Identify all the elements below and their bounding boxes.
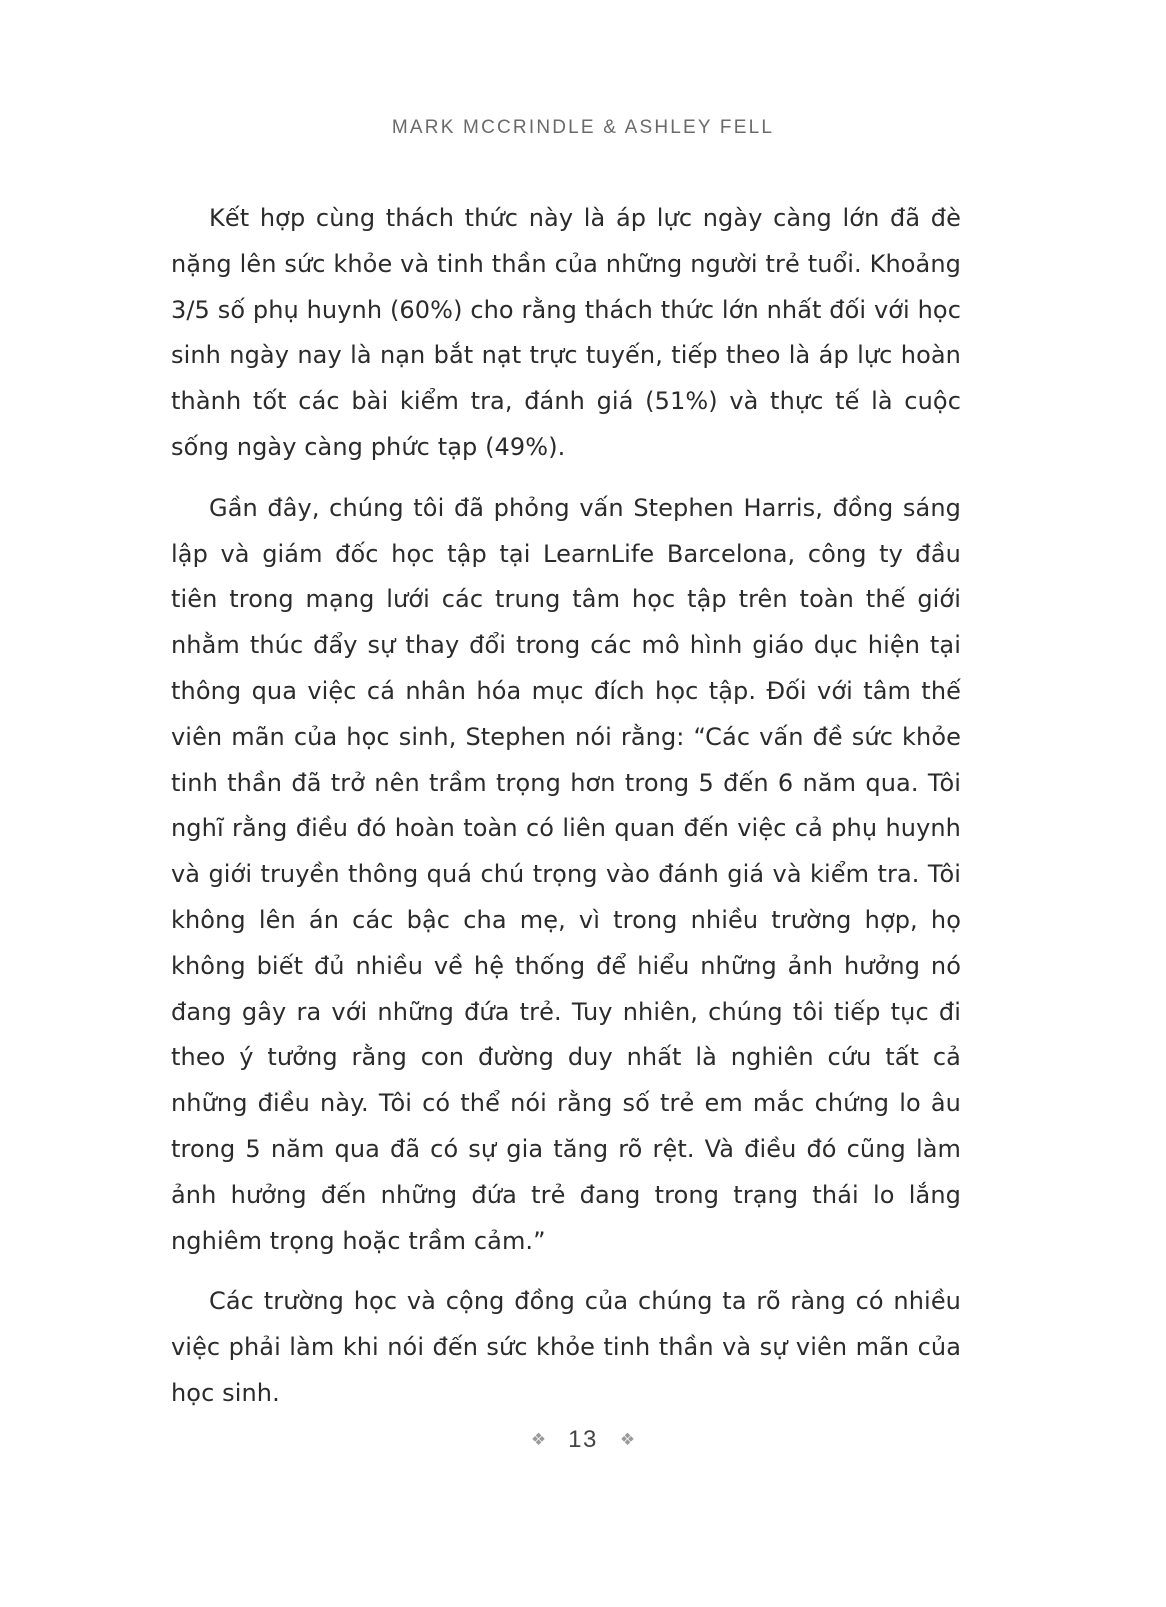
diamond-ornament-icon: ❖ <box>530 1429 547 1450</box>
paragraph: Kết hợp cùng thách thức này là áp lực ngày càng lớn đã đè nặng lên sức khỏe và tinh thần của những người trẻ tuổi. Khoảng 3/5 số phụ huynh (60%) cho rằng thách thức lớn nhất đối với học sinh ngày nay là nạn bắt nạt trực tuyến, tiếp theo là áp lực hoàn thành tốt các bài kiểm tra, đánh giá (51%) và thực tế là cuộc sống ngày càng phức tạp (49%). <box>171 204 961 461</box>
paragraph: Gần đây, chúng tôi đã phỏng vấn Stephen Harris, đồng sáng lập và giám đốc học tập tại LearnLife Barcelona, công ty đầu tiên trong mạng lưới các trung tâm học tập trên toàn thế giới nhằm thúc đẩy sự thay đổi trong các mô hình giáo dục hiện tại thông qua việc cá nhân hóa mục đích học tập. Đối với tâm thế viên mãn của học sinh, Stephen nói rằng: “Các vấn đề sức khỏe tinh thần đã trở nên trầm trọng hơn trong 5 đến 6 năm qua. Tôi nghĩ rằng điều đó hoàn toàn có liên quan đến việc cả phụ huynh và giới truyền thông quá chú trọng vào đánh giá và kiểm tra. Tôi không lên án các bậc cha mẹ, vì trong nhiều trường hợp, họ không biết đủ nhiều về hệ thống để hiểu những ảnh hưởng nó đang gây ra với những đứa trẻ. Tuy nhiên, chúng tôi tiếp tục đi theo ý tưởng rằng con đường duy nhất là nghiên cứu tất cả những điều này. Tôi có thể nói rằng số trẻ em mắc chứng lo âu trong 5 năm qua đã có sự gia tăng rõ rệt. Và điều đó cũng làm ảnh hưởng đến những đứa trẻ đang trong trạng thái lo lắng nghiêm trọng hoặc trầm cảm.” <box>171 493 961 1255</box>
page-footer <box>0 1428 1166 1452</box>
running-header: MARK MCCRINDLE & ASHLEY FELL <box>391 117 775 138</box>
diamond-ornament-icon: ❖ <box>619 1429 636 1450</box>
body-text <box>171 196 961 1417</box>
paragraph: Các trường học và cộng đồng của chúng ta rõ ràng có nhiều việc phải làm khi nói đến sức khỏe tinh thần và sự viên mãn của học sinh. <box>171 1287 961 1407</box>
page-number: 13 <box>568 1426 598 1453</box>
